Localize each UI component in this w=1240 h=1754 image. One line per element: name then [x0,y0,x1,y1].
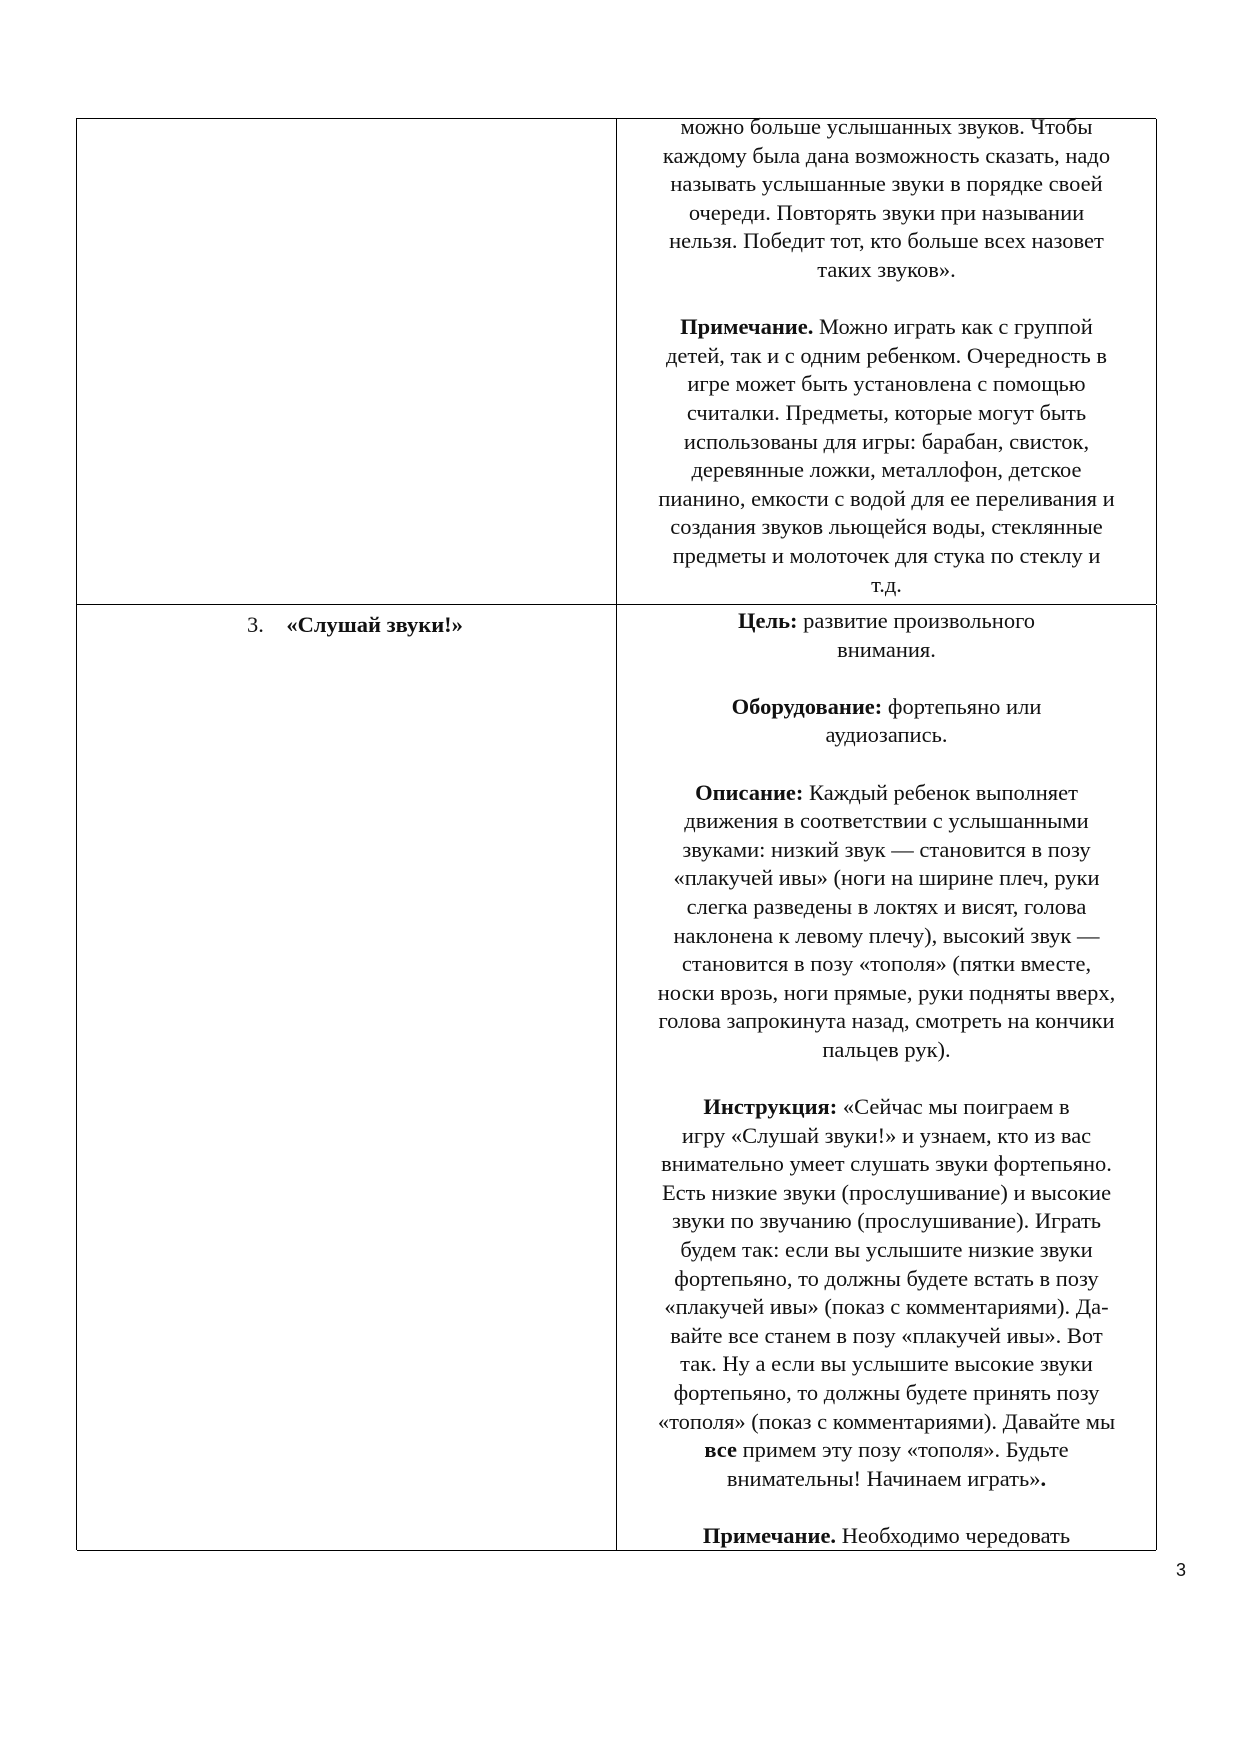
description-cell [617,114,1157,604]
text-line: так. Ну а если вы услышите высокие звуки [680,1351,1093,1377]
text-line: Есть низкие звуки (прослушивание) и высокие [661,1179,1112,1205]
description-text [631,607,1142,1551]
description-text [631,113,1142,599]
instruction-line [631,1093,1142,1122]
text-line: «плакучей ивы» (ноги на ширине плеч, руки [673,865,1100,891]
goal-line [631,607,1142,636]
note-line [631,1522,1142,1551]
text-line: «тополя» (показ с комментариями). Давайте мы [657,1408,1116,1434]
text-line: создания звуков льющейся воды, стеклянные [670,514,1103,540]
description-line [631,779,1142,808]
text-line: называть услышанные звуки в порядке своей [670,171,1103,197]
bold-word: все [704,1437,737,1463]
page-number: 3 [1176,1560,1187,1580]
text-line: предметы и молоточек для стука по стеклу и [672,542,1101,568]
blank-line [631,1065,1142,1094]
text-line: очереди. Повторять звуки при назывании [688,199,1085,225]
text-line: внимания. [837,636,936,662]
text-line: игру «Слушай звуки!» и узнаем, кто из вас [681,1122,1092,1148]
note-text: Необходимо чередовать [836,1523,1071,1548]
text-line: движения в соответствии с услышанными [684,808,1089,834]
description-first-text: Каждый ребенок выполняет [803,779,1078,805]
text-line: звуками: низкий звук — становится в позу [682,836,1091,862]
instruction-label: Инструкция: [703,1094,838,1120]
instruction-text: примем эту позу «тополя». Будьте [737,1437,1069,1463]
text-line: детей, так и с одним ребенком. Очередность в [665,342,1108,368]
equipment-label: Оборудование: [731,693,883,719]
instruction-first-text: «Сейчас мы поиграем в [837,1094,1070,1120]
text-line: слегка разведены в локтях и висят, голова [686,893,1087,919]
text-line: можно больше услышанных звуков. Чтобы [680,114,1093,139]
text-line: деревянные ложки, металлофон, детское [691,457,1082,483]
game-name: «Слушай звуки!» [286,612,463,637]
text-line: аудиозапись. [825,722,948,748]
instruction-last-line [631,1465,1142,1494]
text-line: фортепьяно, то должны будете принять позу [673,1380,1100,1406]
text-line: пианино, емкости с водой для ее переливания и [658,485,1115,511]
instruction-text: внимательны! Начинаем играть» [726,1465,1041,1491]
description-cell [617,605,1157,1550]
text-line: нельзя. Победит тот, кто больше всех назовет [669,228,1104,254]
table-row [77,605,1156,1551]
text-line: наклонена к левому плечу), высокий звук — [673,922,1100,948]
blank-line [631,750,1142,779]
text-line: становится в позу «тополя» (пятки вместе, [681,951,1092,977]
text-line: пальцев рук). [822,1036,951,1062]
name-cell [77,119,617,604]
blank-line [631,285,1142,314]
blank-line [631,664,1142,693]
text-line: фортепьяно, то должны будете встать в позу [674,1265,1099,1291]
games-table [76,114,1156,1550]
note-text: Можно играть как с группой [813,314,1093,340]
bold-period: . [1040,1465,1047,1491]
game-number: 3. [247,612,264,637]
text-line: игре может быть установлена с помощью [687,371,1086,397]
table-row [77,114,1156,605]
text-line: считалки. Предметы, которые могут быть [686,399,1087,425]
instruction-bold-line [631,1436,1142,1465]
text-line: таких звуков». [817,256,956,282]
text-line: голова запрокинута назад, смотреть на кончики [658,1008,1115,1034]
text-line: каждому была дана возможность сказать, надо [662,142,1111,168]
note-first-line [631,313,1142,342]
blank-line [631,1493,1142,1522]
description-label: Описание: [695,779,804,805]
equipment-line [631,693,1142,722]
goal-label: Цель: [737,608,798,633]
text-line: внимательно умеет слушать звуки фортепьяно. [661,1151,1112,1177]
goal-text: развитие произвольного [797,608,1035,633]
text-line: вайте все станем в позу «плакучей ивы». Вот [670,1322,1103,1348]
note-label: Примечание. [702,1523,837,1548]
text-line: звуки по звучанию (прослушивание). Играть [671,1208,1102,1234]
note-label: Примечание. [680,314,814,340]
text-line: «плакучей ивы» (показ с комментариями). Да- [664,1294,1109,1320]
game-title [247,611,463,640]
text-line: носки врозь, ноги прямые, руки подняты вверх, [657,979,1116,1005]
text-line: т.д. [871,571,902,597]
name-cell [77,605,617,1550]
text-line: использованы для игры: барабан, свисток, [683,428,1090,454]
equipment-text: фортепьяно или [882,693,1042,719]
text-line: будем так: если вы услышите низкие звуки [680,1237,1093,1263]
